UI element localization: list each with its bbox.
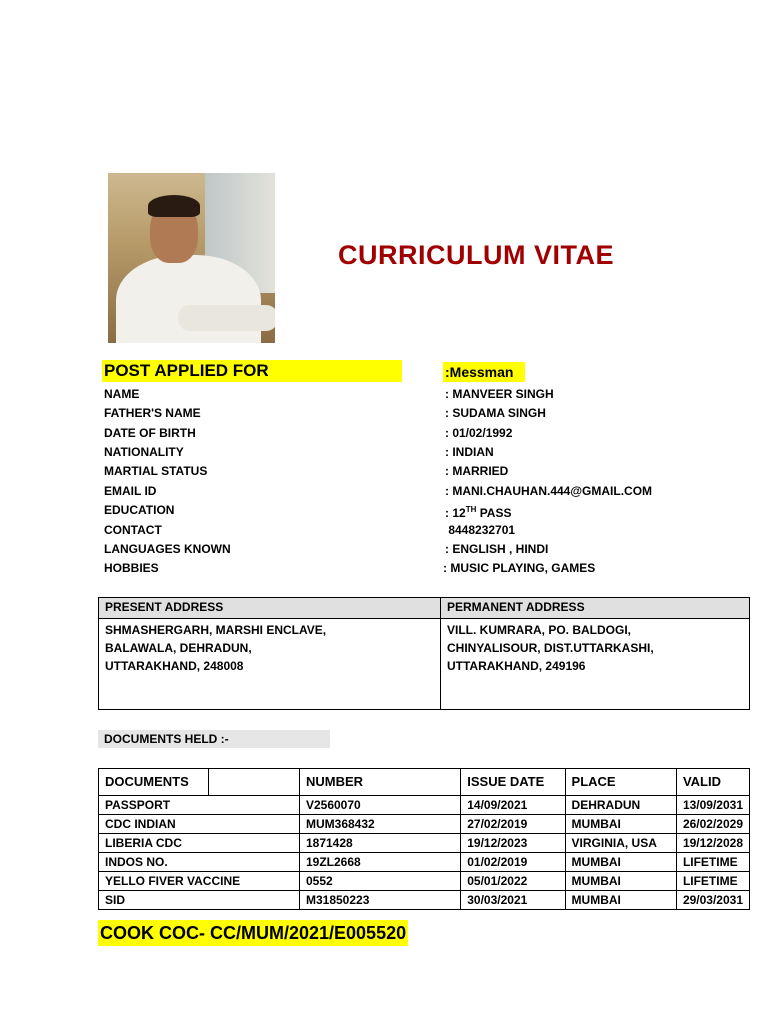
info-value: : SUDAMA SINGH: [445, 406, 546, 420]
table-cell: 19/12/2028: [676, 834, 749, 853]
post-applied-value: :Messman: [443, 362, 525, 382]
column-header: PLACE: [565, 769, 676, 796]
info-value: : MUSIC PLAYING, GAMES: [443, 561, 596, 575]
table-cell: VIRGINIA, USA: [565, 834, 676, 853]
info-label: CONTACT: [104, 523, 162, 537]
table-cell: MUMBAI: [565, 891, 676, 910]
info-label: EMAIL ID: [104, 484, 157, 498]
info-label: MARTIAL STATUS: [104, 464, 208, 478]
table-cell: DEHRADUN: [565, 796, 676, 815]
info-value: [445, 501, 511, 519]
table-cell: PASSPORT: [99, 796, 300, 815]
table-cell: 05/01/2022: [461, 872, 565, 891]
table-cell: V2560070: [299, 796, 460, 815]
present-address: SHMASHERGARH, MARSHI ENCLAVE, BALAWALA, DEHRADUN, UTTARAKHAND, 248008: [99, 619, 441, 710]
cook-coc-number: COOK COC- CC/MUM/2021/E005520: [98, 920, 408, 946]
table-row: [99, 834, 750, 853]
documents-table: [98, 768, 750, 910]
info-value: 8448232701: [445, 523, 516, 537]
table-cell: 26/02/2029: [676, 815, 749, 834]
table-cell: 01/02/2019: [461, 853, 565, 872]
table-cell: MUMBAI: [565, 853, 676, 872]
table-row: [99, 872, 750, 891]
table-cell: INDOS NO.: [99, 853, 300, 872]
column-header: ISSUE DATE: [461, 769, 565, 796]
post-applied-label: POST APPLIED FOR: [102, 360, 402, 382]
info-value: : MARRIED: [445, 464, 509, 478]
permanent-address-header: PERMANENT ADDRESS: [441, 598, 750, 619]
column-header: NUMBER: [299, 769, 460, 796]
table-cell: 14/09/2021: [461, 796, 565, 815]
table-cell: 30/03/2021: [461, 891, 565, 910]
permanent-address: VILL. KUMRARA, PO. BALDOGI, CHINYALISOUR, DIST.UTTARKASHI, UTTARAKHAND, 249196: [441, 619, 750, 710]
info-value: : INDIAN: [445, 445, 494, 459]
column-header: [208, 769, 299, 796]
table-cell: 19/12/2023: [461, 834, 565, 853]
info-label: FATHER'S NAME: [104, 406, 201, 420]
info-label: NAME: [104, 387, 140, 401]
info-value: : MANI.CHAUHAN.444@GMAIL.COM: [445, 484, 653, 498]
profile-photo: [108, 173, 275, 343]
info-value: : MANVEER SINGH: [445, 387, 554, 401]
table-cell: LIFETIME: [676, 853, 749, 872]
education-suffix: PASS: [476, 506, 512, 520]
education-sup: TH: [465, 505, 477, 514]
table-cell: 27/02/2019: [461, 815, 565, 834]
column-header: DOCUMENTS: [99, 769, 209, 796]
table-row: [99, 891, 750, 910]
table-cell: 13/09/2031: [676, 796, 749, 815]
info-label: EDUCATION: [104, 503, 175, 517]
table-row: [99, 796, 750, 815]
info-value: : 01/02/1992: [445, 426, 513, 440]
column-header: VALID: [676, 769, 749, 796]
table-cell: 19ZL2668: [299, 853, 460, 872]
table-cell: LIBERIA CDC: [99, 834, 300, 853]
table-cell: MUMBAI: [565, 872, 676, 891]
info-label: NATIONALITY: [104, 445, 184, 459]
page-title: CURRICULUM VITAE: [338, 240, 614, 270]
table-header-row: [99, 769, 750, 796]
present-address-header: PRESENT ADDRESS: [99, 598, 441, 619]
table-cell: MUMBAI: [565, 815, 676, 834]
info-value: : ENGLISH , HINDI: [445, 542, 549, 556]
table-cell: 1871428: [299, 834, 460, 853]
table-row: [99, 853, 750, 872]
education-prefix: : 12: [445, 506, 466, 520]
info-label: HOBBIES: [104, 561, 159, 575]
documents-held-heading: DOCUMENTS HELD :-: [98, 730, 330, 748]
table-cell: M31850223: [299, 891, 460, 910]
address-table: [98, 597, 750, 710]
table-cell: 0552: [299, 872, 460, 891]
table-cell: MUM368432: [299, 815, 460, 834]
table-cell: YELLO FIVER VACCINE: [99, 872, 300, 891]
table-cell: SID: [99, 891, 300, 910]
info-label: LANGUAGES KNOWN: [104, 542, 231, 556]
info-label: DATE OF BIRTH: [104, 426, 196, 440]
table-cell: LIFETIME: [676, 872, 749, 891]
table-row: [99, 815, 750, 834]
table-cell: CDC INDIAN: [99, 815, 300, 834]
table-cell: 29/03/2031: [676, 891, 749, 910]
